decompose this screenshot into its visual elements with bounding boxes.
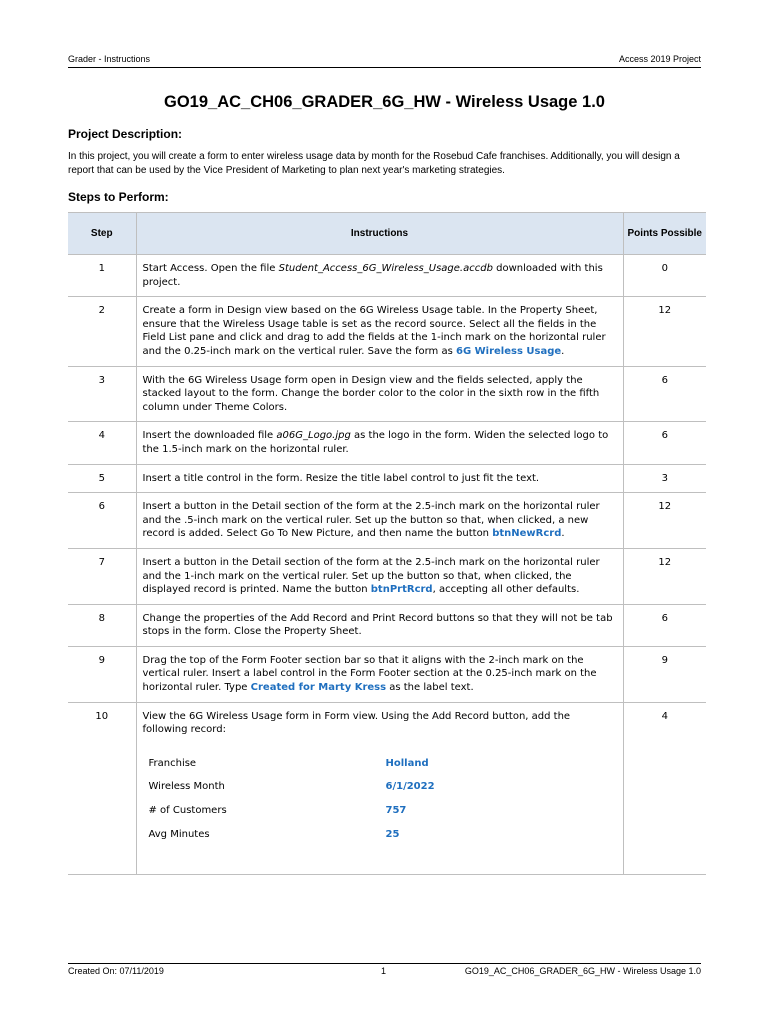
- step-instructions: [136, 464, 623, 493]
- step-number: 2: [68, 297, 136, 366]
- record-field-name: Avg Minutes: [148, 828, 210, 840]
- header-left: Grader - Instructions: [68, 54, 151, 64]
- record-values: [149, 757, 617, 841]
- highlighted-text: btnPrtRcrd: [370, 584, 433, 596]
- table-row: [68, 702, 706, 875]
- step-number: 8: [68, 604, 136, 646]
- instruction-text: Start Access. Open the file: [142, 263, 279, 274]
- step-points: 6: [623, 422, 706, 464]
- highlighted-text: 6G Wireless Usage: [455, 345, 562, 357]
- step-points: 12: [623, 548, 706, 604]
- page-footer: [68, 963, 701, 976]
- step-points: 9: [623, 646, 706, 702]
- table-row: [68, 255, 706, 297]
- step-instructions: [136, 422, 623, 464]
- table-row: [68, 422, 706, 464]
- instruction-text: , accepting all other defaults.: [432, 584, 580, 596]
- record-field-name: # of Customers: [148, 805, 227, 817]
- instruction-text: Insert a button in the Detail section of the form at the 2.5-inch mark on the horizontal ruler and the 1-inch mark on the vertical ruler. Set up the button so that, when clicked, the displayed record is printed. Name the button: [142, 556, 600, 596]
- instruction-text: Create a form in Design view based on the 6G Wireless Usage table. In the Property Sheet, ensure that the Wireless Usage table is set as the record source. Select all the fields in the Field List pane and click and drag to add the fields at the 1-inch mark on the horizontal ruler and the 0.25-inch mark on the vertical ruler. Save the form as: [142, 305, 606, 357]
- table-header-row: [68, 213, 706, 255]
- instruction-text: downloaded with this project.: [142, 263, 603, 288]
- table-row: [68, 493, 706, 549]
- instruction-text: View the 6G Wireless Usage form in Form view. Using the Add Record button, add the following record:: [142, 710, 571, 736]
- table-row: [68, 646, 706, 702]
- footer-document-name: GO19_AC_CH06_GRADER_6G_HW - Wireless Usage 1.0: [464, 966, 701, 976]
- record-field-value: 25: [385, 828, 400, 840]
- project-description-heading: Project Description:: [68, 127, 183, 141]
- table-row: [68, 604, 706, 646]
- step-instructions: [136, 702, 623, 875]
- column-header-instructions: Instructions: [136, 213, 623, 255]
- record-field-value: Holland: [385, 757, 429, 769]
- project-description-text: In this project, you will create a form to enter wireless usage data by month for the Rosebud Cafe franchises. Additionally, you will design a report that can be used by the Vice President of Marketing to plan next year's marketing strategies.: [68, 151, 680, 176]
- table-row: [68, 366, 706, 422]
- step-instructions: [136, 297, 623, 366]
- record-field-name: Franchise: [148, 757, 197, 769]
- steps-heading: Steps to Perform:: [68, 190, 169, 204]
- footer-page-number: 1: [381, 966, 387, 976]
- instruction-text: Insert a button in the Detail section of the form at the 2.5-inch mark on the horizontal ruler and the .5-inch mark on the vertical ruler. Set up the button so that, when clicked, a new record is added. Select Go To New Picture, and then name the button: [142, 501, 600, 540]
- filename-text: a06G_Logo.jpg: [276, 430, 351, 442]
- instruction-text: .: [561, 528, 565, 540]
- steps-table: [68, 212, 706, 875]
- step-number: 3: [68, 366, 136, 422]
- highlighted-text: btnNewRcrd: [492, 528, 562, 540]
- highlighted-text: Created for Marty Kress: [250, 682, 387, 694]
- instruction-text: Insert the downloaded file: [142, 430, 277, 442]
- instruction-text: as the logo in the form. Widen the selected logo to the 1.5-inch mark on the horizontal ruler.: [142, 430, 609, 455]
- instruction-text: Change the properties of the Add Record and Print Record buttons so that they will not be tab stops in the form. Close the Property Sheet.: [142, 612, 613, 638]
- step-instructions: [136, 548, 623, 604]
- footer-created-on: Created On: 07/11/2019: [68, 966, 164, 976]
- step-number: 7: [68, 548, 136, 604]
- step-points: 6: [623, 604, 706, 646]
- step-points: 3: [623, 464, 706, 493]
- step-points: 0: [623, 255, 706, 297]
- record-field-value: 757: [385, 805, 407, 817]
- record-field-value: 6/1/2022: [385, 781, 435, 793]
- header-right: Access 2019 Project: [618, 54, 701, 64]
- table-row: [68, 464, 706, 493]
- step-instructions: [136, 366, 623, 422]
- step-points: 4: [623, 702, 706, 875]
- step-number: 10: [68, 702, 136, 875]
- step-points: 12: [623, 493, 706, 549]
- step-points: 6: [623, 366, 706, 422]
- step-number: 5: [68, 464, 136, 493]
- step-instructions: [136, 255, 623, 297]
- filename-text: Student_Access_6G_Wireless_Usage.accdb: [278, 263, 493, 274]
- column-header-points: Points Possible: [623, 213, 706, 255]
- step-instructions: [136, 493, 623, 549]
- record-field-name: Wireless Month: [148, 781, 225, 793]
- instruction-text: Insert a title control in the form. Resize the title label control to just fit the text.: [142, 472, 540, 484]
- step-number: 9: [68, 646, 136, 702]
- page-header: [68, 54, 701, 68]
- step-instructions: [136, 646, 623, 702]
- step-instructions: [136, 604, 623, 646]
- instruction-text: With the 6G Wireless Usage form open in Design view and the fields selected, apply the stacked layout to the form. Change the border color to the color in the sixth row in the fifth column under Theme Colors.: [142, 374, 600, 413]
- column-header-step: Step: [68, 213, 136, 255]
- instruction-text: as the label text.: [386, 682, 474, 694]
- step-number: 1: [68, 255, 136, 297]
- step-number: 6: [68, 493, 136, 549]
- instruction-text: .: [561, 345, 565, 357]
- document-title: GO19_AC_CH06_GRADER_6G_HW - Wireless Usage 1.0: [164, 93, 605, 111]
- table-row: [68, 297, 706, 366]
- step-points: 12: [623, 297, 706, 366]
- instruction-text: Drag the top of the Form Footer section bar so that it aligns with the 2-inch mark on the vertical ruler. Insert a label control in the Form Footer section at the 0.25-inch mark on the horizontal ruler. Type: [142, 654, 597, 694]
- table-row: [68, 548, 706, 604]
- step-number: 4: [68, 422, 136, 464]
